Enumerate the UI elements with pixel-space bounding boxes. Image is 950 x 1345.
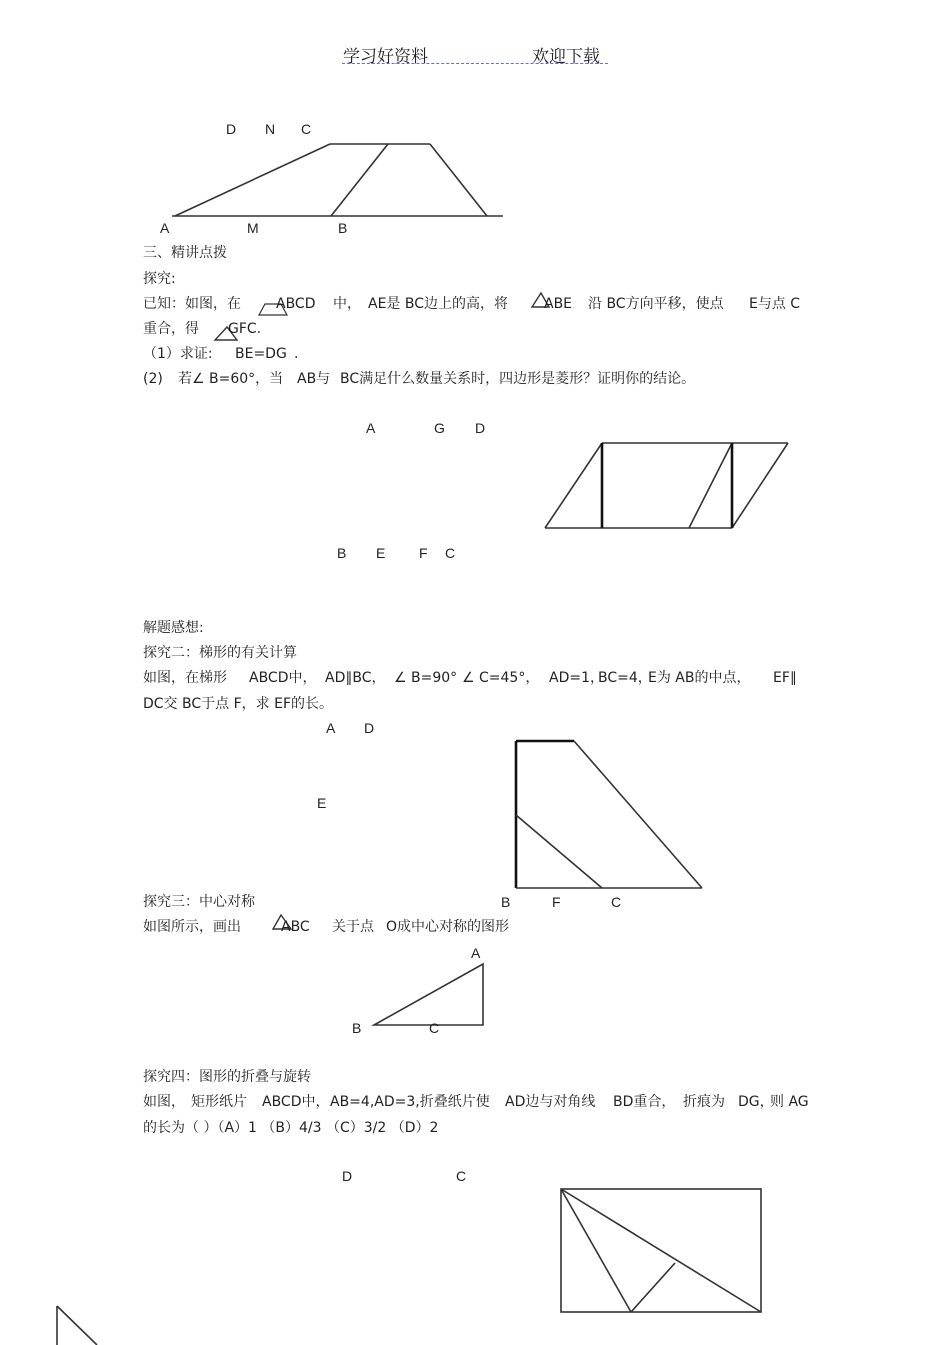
- explore2-text: 如图，在梯形: [143, 670, 227, 686]
- fig2-label-a: A: [366, 420, 376, 436]
- explore1-text: 中，: [333, 296, 361, 312]
- fig1-label-d: D: [226, 121, 237, 137]
- fig2-label-d: D: [475, 420, 486, 436]
- header-right: 欢迎下载: [532, 47, 600, 67]
- header-left: 学习好资料: [343, 47, 428, 67]
- explore2-text: ∠ C=45°，: [462, 670, 540, 686]
- explore2-text: ABCD中，: [249, 670, 317, 686]
- question-2: AB与: [297, 371, 331, 387]
- figure-4-right-triangle: [374, 964, 483, 1025]
- fig2-label-g: G: [434, 420, 445, 436]
- explore1-text: GFC.: [228, 321, 262, 337]
- fig2-label-f: F: [419, 545, 428, 561]
- fig3-label-c: C: [611, 894, 622, 910]
- explore1-title: 探究:: [143, 271, 176, 287]
- explore4-text: 则 AG: [770, 1094, 809, 1110]
- question-2: BC满足什么数量关系时，四边形是菱形？证明你的结论。: [340, 371, 696, 387]
- fig4-label-c: C: [429, 1020, 440, 1036]
- question-2: (2): [143, 371, 163, 387]
- explore2-text: E为 AB的中点，: [648, 670, 751, 686]
- fig3-label-b: B: [501, 894, 511, 910]
- explore3-text: 关于点: [332, 919, 374, 935]
- fig1-label-a: A: [160, 220, 170, 236]
- fig2-label-b: B: [337, 545, 347, 561]
- explore4-text: DG，: [738, 1094, 774, 1110]
- corner-fragment: [57, 1306, 97, 1345]
- fig4-label-a: A: [471, 945, 481, 961]
- reflection-label: 解题感想:: [143, 620, 204, 636]
- explore2-text: EF∥: [773, 670, 797, 686]
- fig4-label-b: B: [352, 1020, 362, 1036]
- explore3-title: 探究三：中心对称: [143, 894, 255, 910]
- fig5-label-d: D: [342, 1168, 353, 1184]
- fig1-label-n: N: [265, 121, 276, 137]
- fig3-label-e: E: [317, 795, 327, 811]
- explore4-text: 的长为（ ）（A）1 （B）4/3 （C）3/2 （D）2: [143, 1120, 439, 1136]
- explore1-text: AE是 BC边上的高，将: [368, 296, 509, 312]
- fig5-label-c: C: [456, 1168, 467, 1184]
- explore4-text: ABCD中，: [262, 1094, 330, 1110]
- question-1: （1）求证:: [143, 346, 213, 362]
- explore1-text: ABCD: [276, 296, 316, 312]
- explore4-text: BD重合，: [613, 1094, 676, 1110]
- fig1-label-b: B: [338, 220, 348, 236]
- explore2-text: DC交 BC于点 F，求 EF的长。: [143, 696, 333, 712]
- fig1-label-m: M: [247, 220, 259, 236]
- explore3-text: O成中心对称的图形: [386, 919, 510, 935]
- fig3-label-f: F: [552, 894, 561, 910]
- explore2-text: AD=1，: [549, 670, 604, 686]
- section-title: 三、精讲点拨: [143, 245, 227, 261]
- explore2-title: 探究二：梯形的有关计算: [143, 645, 297, 661]
- figure-5-rectangle-fold: [561, 1189, 761, 1312]
- explore4-text: AD边与对角线: [505, 1094, 596, 1110]
- explore2-text: BC=4，: [598, 670, 652, 686]
- question-1: .: [294, 346, 299, 362]
- fig3-label-d: D: [364, 720, 375, 736]
- explore3-text: 如图所示，画出: [143, 919, 241, 935]
- explore2-text: ∠ B=90°: [394, 670, 458, 686]
- figure-1-trapezoid: [172, 144, 503, 216]
- figure-2-parallelogram: [545, 443, 788, 528]
- explore4-title: 探究四：图形的折叠与旋转: [143, 1069, 311, 1085]
- fig3-label-a: A: [326, 720, 336, 736]
- explore4-text: 矩形纸片: [191, 1094, 247, 1110]
- fig2-label-c: C: [445, 545, 456, 561]
- explore4-text: 如图，: [143, 1094, 185, 1110]
- explore1-text: E与点 C: [749, 296, 801, 312]
- question-2: 若∠ B=60°，当: [178, 371, 284, 387]
- explore2-text: AD∥BC，: [325, 670, 386, 686]
- explore1-text: ABE: [544, 296, 573, 312]
- explore1-text: 沿 BC方向平移，使点: [588, 296, 724, 312]
- explore4-text: 折痕为: [683, 1094, 725, 1110]
- question-1: BE=DG: [235, 346, 287, 362]
- explore3-text: ABC: [281, 919, 310, 935]
- fig2-label-e: E: [376, 545, 386, 561]
- explore4-text: AB=4,AD=3,折叠纸片使: [330, 1094, 490, 1110]
- explore1-text: 重合，得: [143, 321, 199, 337]
- figure-3-right-trapezoid: [516, 741, 702, 888]
- explore1-text: 已知：如图，在: [143, 296, 241, 312]
- fig1-label-c: C: [301, 121, 312, 137]
